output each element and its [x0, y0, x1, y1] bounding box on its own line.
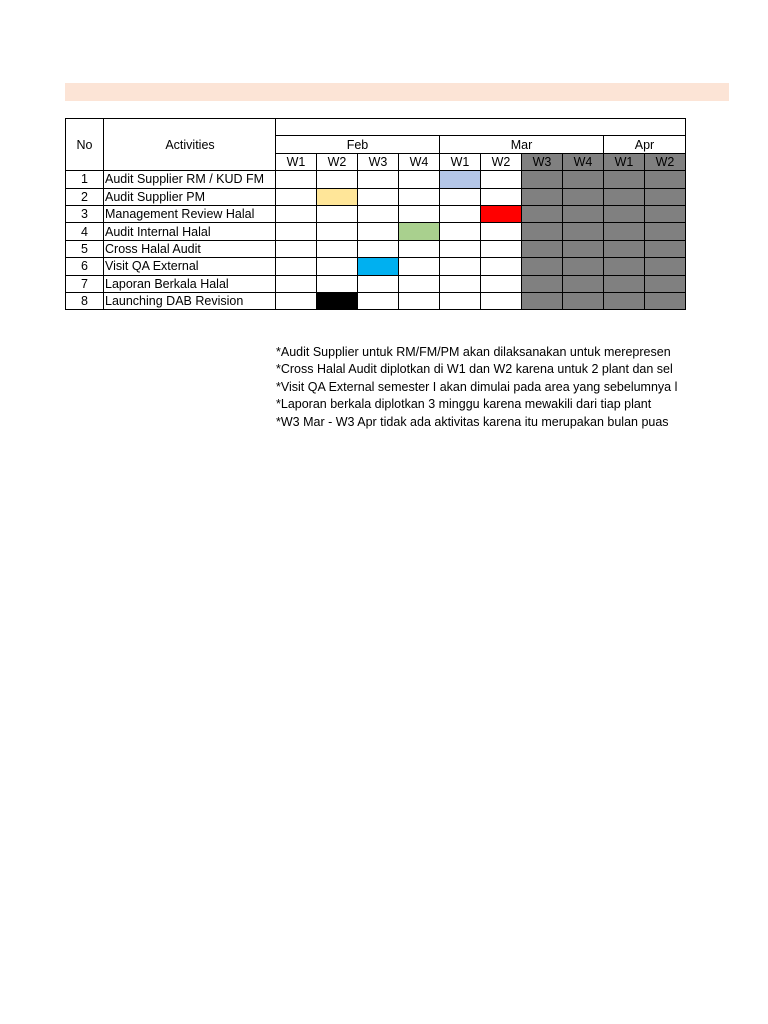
schedule-cell — [522, 240, 563, 257]
period-header — [276, 119, 686, 136]
schedule-cell — [645, 171, 686, 188]
schedule-cell — [645, 258, 686, 275]
week-header: W4 — [399, 153, 440, 170]
activity-name: Laporan Berkala Halal — [104, 275, 276, 292]
schedule-cell — [358, 188, 399, 205]
schedule-cell — [440, 188, 481, 205]
schedule-cell — [276, 188, 317, 205]
schedule-mark — [317, 292, 358, 309]
schedule-cell — [563, 240, 604, 257]
row-number: 5 — [66, 240, 104, 257]
schedule-cell — [645, 223, 686, 240]
week-header: W2 — [317, 153, 358, 170]
schedule-cell — [645, 292, 686, 309]
month-header-mar: Mar — [440, 136, 604, 153]
week-header: W3 — [522, 153, 563, 170]
week-header: W3 — [358, 153, 399, 170]
schedule-cell — [481, 223, 522, 240]
table-row — [66, 171, 686, 188]
row-number: 7 — [66, 275, 104, 292]
schedule-cell — [522, 275, 563, 292]
schedule-cell — [440, 275, 481, 292]
schedule-cell — [358, 223, 399, 240]
schedule-cell — [645, 205, 686, 222]
schedule-cell — [440, 240, 481, 257]
table-row — [66, 292, 686, 309]
schedule-cell — [481, 292, 522, 309]
schedule-cell — [276, 275, 317, 292]
activities-header: Activities — [104, 119, 276, 171]
schedule-cell — [358, 240, 399, 257]
schedule-cell — [399, 171, 440, 188]
schedule-cell — [481, 171, 522, 188]
table-row — [66, 275, 686, 292]
schedule-cell — [645, 188, 686, 205]
schedule-table — [65, 118, 686, 310]
note-line: *Cross Halal Audit diplotkan di W1 dan W2 karena untuk 2 plant dan sel — [276, 362, 673, 377]
week-header: W4 — [563, 153, 604, 170]
note-line: *W3 Mar - W3 Apr tidak ada aktivitas karena itu merupakan bulan puas — [276, 414, 669, 429]
schedule-cell — [276, 205, 317, 222]
schedule-cell — [604, 240, 645, 257]
schedule-cell — [563, 292, 604, 309]
schedule-cell — [604, 205, 645, 222]
schedule-cell — [522, 188, 563, 205]
schedule-cell — [440, 258, 481, 275]
schedule-cell — [645, 275, 686, 292]
header-banner — [65, 83, 729, 101]
table-row — [66, 205, 686, 222]
schedule-cell — [563, 188, 604, 205]
schedule-cell — [604, 188, 645, 205]
note-line: *Laporan berkala diplotkan 3 minggu karena mewakili dari tiap plant — [276, 397, 652, 412]
schedule-mark — [440, 171, 481, 188]
schedule-cell — [317, 223, 358, 240]
table-row — [66, 240, 686, 257]
schedule-cell — [522, 205, 563, 222]
schedule-cell — [522, 223, 563, 240]
row-number: 3 — [66, 205, 104, 222]
row-number: 2 — [66, 188, 104, 205]
activity-name: Audit Supplier PM — [104, 188, 276, 205]
notes-section — [276, 344, 688, 431]
schedule-cell — [276, 292, 317, 309]
schedule-cell — [481, 188, 522, 205]
schedule-cell — [440, 223, 481, 240]
schedule-cell — [399, 240, 440, 257]
activity-name: Cross Halal Audit — [104, 240, 276, 257]
schedule-cell — [317, 258, 358, 275]
schedule-cell — [399, 188, 440, 205]
schedule-cell — [481, 275, 522, 292]
row-number: 8 — [66, 292, 104, 309]
week-header: W2 — [645, 153, 686, 170]
week-header: W1 — [276, 153, 317, 170]
schedule-cell — [563, 258, 604, 275]
note-line: *Visit QA External semester I akan dimulai pada area yang sebelumnya l — [276, 379, 678, 394]
schedule-cell — [317, 171, 358, 188]
schedule-cell — [276, 240, 317, 257]
schedule-cell — [440, 292, 481, 309]
schedule-cell — [358, 171, 399, 188]
schedule-cell — [522, 171, 563, 188]
table-row — [66, 258, 686, 275]
schedule-mark — [317, 188, 358, 205]
schedule-cell — [563, 205, 604, 222]
schedule-cell — [522, 258, 563, 275]
schedule-cell — [399, 275, 440, 292]
week-header: W1 — [604, 153, 645, 170]
schedule-cell — [563, 275, 604, 292]
schedule-cell — [317, 205, 358, 222]
schedule-cell — [399, 258, 440, 275]
schedule-mark — [481, 205, 522, 222]
schedule-cell — [276, 223, 317, 240]
schedule-cell — [563, 171, 604, 188]
schedule-cell — [604, 292, 645, 309]
schedule-cell — [358, 275, 399, 292]
table-row — [66, 223, 686, 240]
schedule-mark — [358, 258, 399, 275]
schedule-viewport — [65, 118, 688, 310]
schedule-cell — [604, 258, 645, 275]
activity-name: Management Review Halal — [104, 205, 276, 222]
activity-name: Audit Supplier RM / KUD FM — [104, 171, 276, 188]
schedule-cell — [276, 171, 317, 188]
week-header: W1 — [440, 153, 481, 170]
top-header-row — [66, 119, 686, 136]
schedule-cell — [645, 240, 686, 257]
row-number: 1 — [66, 171, 104, 188]
schedule-cell — [481, 240, 522, 257]
row-number: 4 — [66, 223, 104, 240]
week-header: W2 — [481, 153, 522, 170]
schedule-cell — [358, 205, 399, 222]
month-header-apr: Apr — [604, 136, 686, 153]
table-row — [66, 188, 686, 205]
schedule-cell — [604, 171, 645, 188]
month-header-feb: Feb — [276, 136, 440, 153]
schedule-cell — [317, 275, 358, 292]
row-number: 6 — [66, 258, 104, 275]
schedule-cell — [522, 292, 563, 309]
schedule-cell — [604, 223, 645, 240]
no-header: No — [66, 119, 104, 171]
activity-name: Visit QA External — [104, 258, 276, 275]
schedule-mark — [399, 223, 440, 240]
schedule-cell — [481, 258, 522, 275]
activity-name: Launching DAB Revision — [104, 292, 276, 309]
schedule-cell — [440, 205, 481, 222]
activity-name: Audit Internal Halal — [104, 223, 276, 240]
schedule-cell — [317, 240, 358, 257]
schedule-cell — [358, 292, 399, 309]
schedule-cell — [399, 205, 440, 222]
schedule-cell — [276, 258, 317, 275]
schedule-cell — [604, 275, 645, 292]
schedule-cell — [563, 223, 604, 240]
note-line: *Audit Supplier untuk RM/FM/PM akan dilaksanakan untuk merepresen — [276, 345, 671, 359]
schedule-cell — [399, 292, 440, 309]
